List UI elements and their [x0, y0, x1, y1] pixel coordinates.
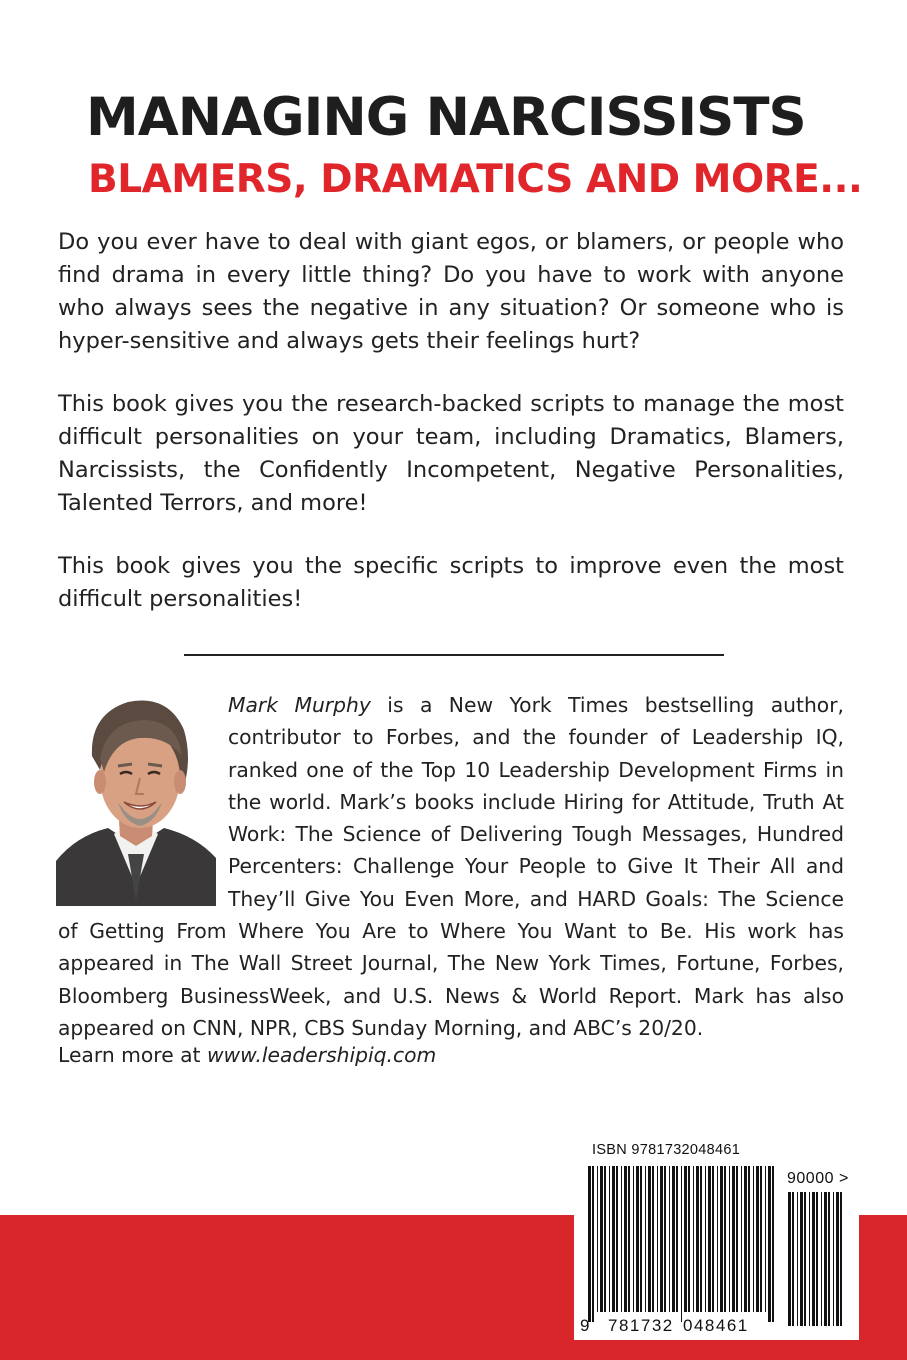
description-paragraph-2: This book gives you the research-backed scripts to manage the most difficult personalities on your team, including Dramatics, Blamers, Narcissists, the Confidently Incompetent, Negative Personalities, Talented Terrors, and more!	[58, 391, 844, 516]
book-title: MANAGING NARCISSISTS	[86, 87, 806, 148]
book-subtitle: BLAMERS, DRAMATICS AND MORE...	[88, 157, 863, 202]
barcode-bar	[696, 1166, 699, 1312]
barcode-bar	[833, 1192, 834, 1326]
barcode-bar	[657, 1166, 658, 1312]
barcode-bar	[640, 1166, 642, 1312]
barcode-bar	[648, 1166, 651, 1312]
barcode-bar	[816, 1192, 818, 1326]
learn-more-label: Learn more at	[58, 1043, 207, 1067]
barcode-bar	[633, 1166, 634, 1312]
barcode-bar	[768, 1166, 771, 1322]
barcode-bar	[621, 1166, 622, 1312]
barcode-bar	[797, 1192, 798, 1326]
barcode-bar	[729, 1166, 730, 1312]
barcode-bar	[612, 1166, 615, 1312]
barcode-bar	[748, 1166, 750, 1312]
barcode-bar	[669, 1166, 670, 1312]
barcode-bar	[792, 1192, 794, 1326]
barcode-bar	[652, 1166, 654, 1312]
website-link[interactable]: www.leadershipiq.com	[206, 1043, 437, 1067]
barcode-bar	[681, 1166, 682, 1322]
photo-spacer	[58, 689, 228, 914]
barcode-digit-lead: 9	[580, 1316, 591, 1335]
barcode-bar	[732, 1166, 735, 1312]
barcode-bar	[688, 1166, 690, 1312]
barcode-bar	[693, 1166, 694, 1312]
barcode-bar	[636, 1166, 639, 1312]
barcode-bar	[700, 1166, 702, 1312]
barcode-bar	[684, 1166, 687, 1312]
description-paragraph-1: Do you ever have to deal with giant egos, or blamers, or people who find drama in every little thing? Do you have to work with anyone who always sees the negative in any situation? Or someone who is hyper-sensitive and always gets their feelings hurt?	[58, 229, 844, 354]
barcode-digits-right: 048461	[683, 1316, 749, 1335]
barcode-bar	[609, 1166, 610, 1312]
barcode-bar	[804, 1192, 806, 1326]
barcode-bar	[712, 1166, 714, 1312]
barcode-bar	[708, 1166, 711, 1312]
description-paragraph-3: This book gives you the specific scripts to improve even the most difficult personalities!	[58, 553, 844, 612]
barcode-bar	[660, 1166, 663, 1312]
barcode-bar	[672, 1166, 675, 1312]
barcode-bar	[836, 1192, 839, 1326]
isbn-barcode	[574, 1140, 859, 1340]
barcode-bar	[809, 1192, 810, 1326]
barcode-bar	[736, 1166, 738, 1312]
price-code: 90000 >	[787, 1170, 849, 1187]
barcode-digits-left: 781732	[608, 1316, 674, 1335]
section-divider	[184, 654, 724, 656]
barcode-bar	[645, 1166, 646, 1312]
barcode-bar	[717, 1166, 718, 1312]
barcode-bar	[772, 1166, 774, 1322]
author-bio	[58, 689, 844, 1044]
barcode-bar	[628, 1166, 630, 1312]
barcode-bar	[588, 1166, 591, 1322]
barcode-bar	[724, 1166, 726, 1312]
barcode-bar	[744, 1166, 747, 1312]
barcode-bar	[741, 1166, 742, 1312]
barcode-bar	[840, 1192, 842, 1326]
barcode-bar	[821, 1192, 822, 1326]
barcode-bar	[765, 1166, 766, 1312]
barcode-bar	[800, 1192, 803, 1326]
author-name: Mark Murphy	[228, 693, 371, 717]
barcode-bar	[597, 1166, 598, 1312]
barcode-bar	[788, 1192, 791, 1326]
barcode-bar	[828, 1192, 830, 1326]
barcode-bar	[753, 1166, 754, 1312]
barcode-bar	[760, 1166, 762, 1312]
author-bio-text: is a New York Times bestselling author, contributor to Forbes, and the founder of Leadership IQ, ranked one of the Top 10 Leadership Development Firms in the world. Mark’s books include Hiring for Attitude, Truth At Work: The Science of Delivering Tough Messages, Hundred Percenters: Challenge Your People to Give It Their All and They’ll Give You Even More, and HARD Goals: The Science of Getting From Where You Are to Where You Want to Be. His work has appeared in The Wall Street Journal, The New York Times, Fortune, Forbes, Bloomberg BusinessWeek, and U.S. News & World Report. Mark has also appeared on CNN, NPR, CBS Sunday Morning, and ABC’s 20/20.	[58, 693, 844, 1040]
barcode-bar	[756, 1166, 759, 1312]
barcode-bar	[604, 1166, 606, 1312]
barcode-bar	[592, 1166, 594, 1322]
barcode-bar	[664, 1166, 666, 1312]
barcode-bar	[600, 1166, 603, 1312]
isbn-label: ISBN 9781732048461	[592, 1142, 741, 1158]
barcode-bar	[616, 1166, 618, 1312]
learn-more-line	[58, 1040, 658, 1070]
barcode-bar	[705, 1166, 706, 1312]
barcode-bar	[720, 1166, 723, 1312]
barcode-bar	[676, 1166, 678, 1312]
barcode-bar	[824, 1192, 827, 1326]
barcode-bar	[812, 1192, 815, 1326]
barcode-bar	[624, 1166, 627, 1312]
